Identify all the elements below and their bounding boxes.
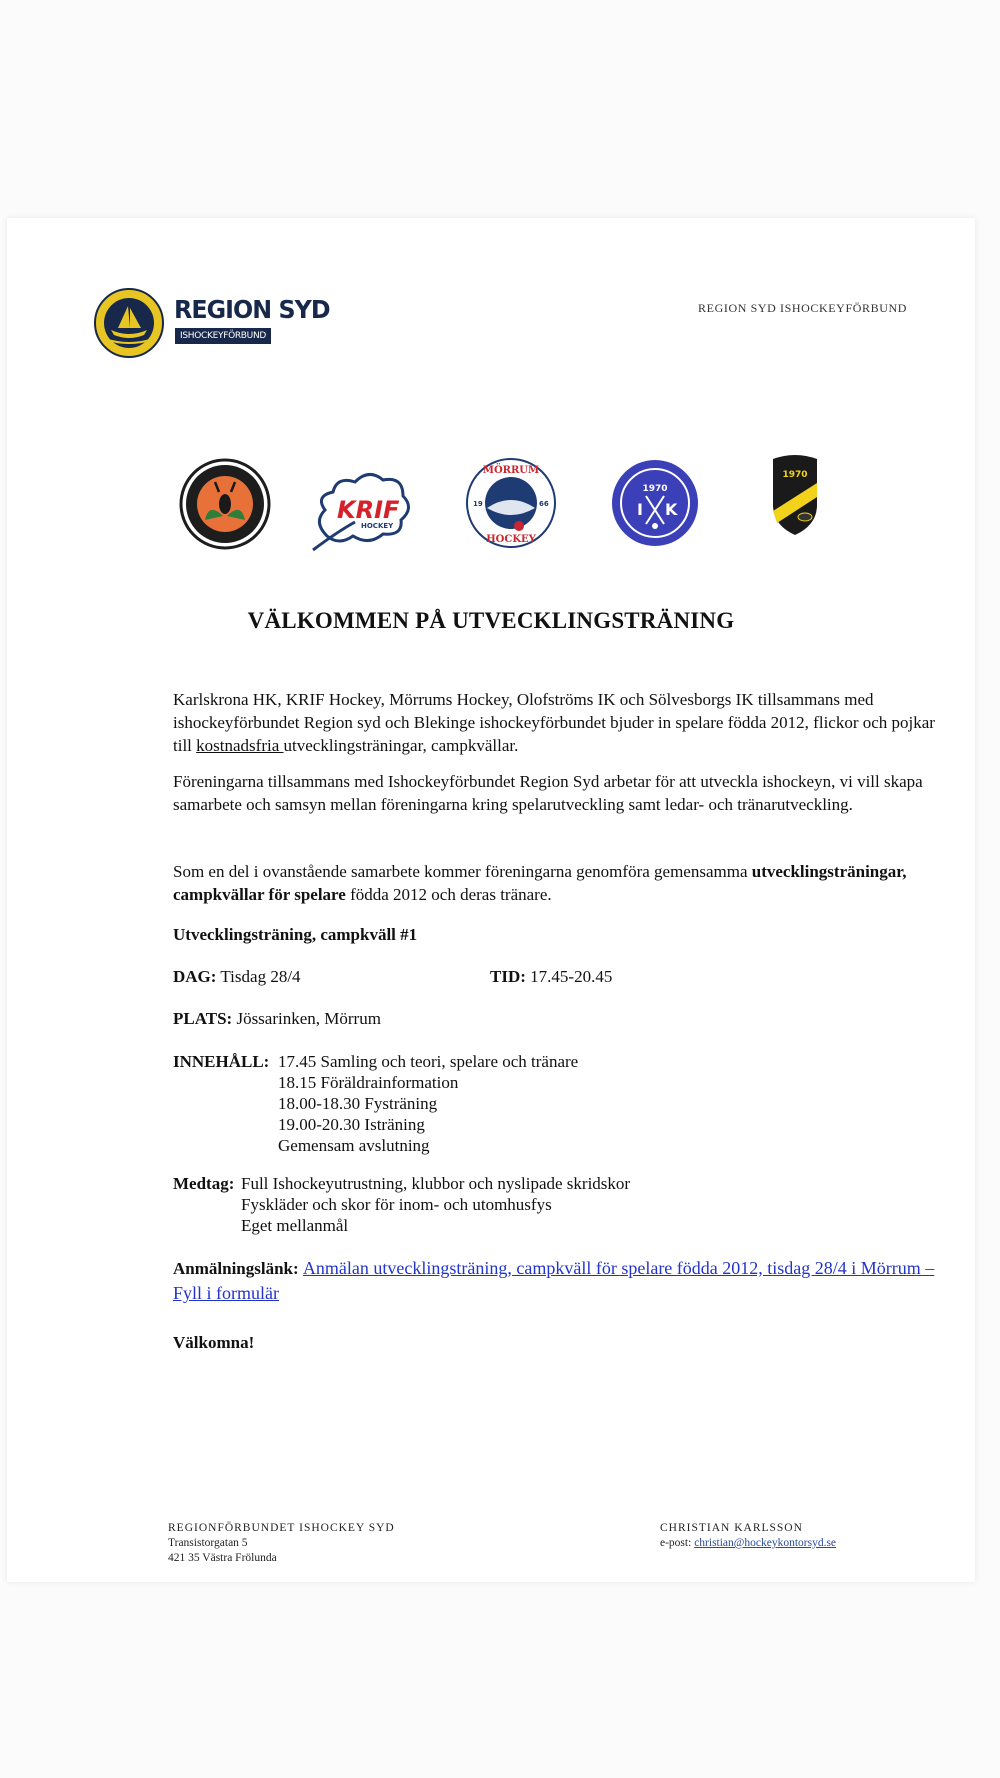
document-title: VÄLKOMMEN PÅ UTVECKLINGSTRÄNING — [247, 608, 735, 633]
time-value: 17.45-20.45 — [525, 967, 613, 986]
content-item: 18.00-18.30 Fysträning — [278, 1094, 438, 1113]
document-page — [7, 218, 975, 1582]
footer-contact — [660, 1521, 836, 1551]
region-syd-seal-icon — [94, 288, 164, 358]
svg-text:66: 66 — [539, 500, 549, 508]
event-heading: Utvecklingsträning, campkväll #1 — [173, 925, 418, 944]
contact-email-link[interactable]: christian@hockeykontorsyd.se — [694, 1537, 837, 1549]
collaboration-paragraph — [173, 860, 943, 906]
intro-paragraph — [173, 688, 943, 757]
content-item: 19.00-20.30 Isträning — [278, 1115, 425, 1134]
closing-text: Välkomna! — [173, 1333, 255, 1352]
club-logo-row — [7, 458, 975, 568]
footer-street: Transistorgatan 5 — [168, 1537, 248, 1549]
location-label: PLATS: — [173, 1009, 233, 1028]
content-list — [278, 1051, 578, 1156]
morrums-hockey-logo-icon — [465, 456, 557, 550]
collab-bold-text: utvecklingsträningar, campkvällar för spelare — [173, 862, 907, 904]
registration-section — [173, 1256, 943, 1306]
svg-text:I: I — [637, 500, 643, 519]
date-label: DAG: — [173, 967, 217, 986]
logo-subtitle: ISHOCKEYFÖRBUND — [175, 328, 271, 344]
free-of-charge-text: kostnadsfria — [196, 736, 284, 755]
bring-item: Eget mellanmål — [241, 1216, 349, 1235]
content-item: Gemensam avslutning — [278, 1136, 430, 1155]
svg-text:19: 19 — [473, 500, 483, 508]
karlskrona-hk-logo-icon — [179, 458, 271, 550]
header-org-name: REGION SYD ISHOCKEYFÖRBUND — [698, 301, 907, 315]
contact-name: CHRISTIAN KARLSSON — [660, 1522, 803, 1534]
bring-item: Fyskläder och skor för inom- och utomhusfys — [241, 1195, 552, 1214]
krif-hockey-logo-icon — [307, 466, 417, 552]
svg-text:1970: 1970 — [782, 470, 808, 480]
date-value: Tisdag 28/4 — [216, 967, 301, 986]
logo-title: REGION SYD — [174, 295, 330, 324]
collab-text: Som en del i ovanstående samarbete kommer föreningarna genomföra gemensamma — [173, 862, 752, 881]
footer-city: 421 35 Västra Frölunda — [168, 1552, 277, 1564]
collab-text-end: födda 2012 och deras tränare. — [345, 885, 552, 904]
bring-section — [173, 1173, 943, 1236]
purpose-paragraph: Föreningarna tillsammans med Ishockeyförbundet Region Syd arbetar för att utveckla ishockeyn, vi vill skapa samarbete och samsyn mellan föreningarna kring spelarutveckling samt ledar- och tränarutveckling. — [173, 772, 923, 814]
content-label: INNEHÅLL: — [173, 1052, 270, 1071]
location-value: Jössarinken, Mörrum — [232, 1009, 381, 1028]
svg-text:HOCKEY: HOCKEY — [361, 522, 394, 530]
svg-text:MÖRRUM: MÖRRUM — [482, 465, 540, 476]
svg-text:1970: 1970 — [642, 484, 668, 494]
region-syd-logo — [94, 288, 330, 368]
location-row — [173, 1007, 943, 1030]
bring-list — [241, 1173, 630, 1236]
svg-text:K: K — [665, 500, 678, 519]
content-item: 17.45 Samling och teori, spelare och tränare — [278, 1052, 579, 1071]
intro-text-end: utvecklingsträningar, campkvällar. — [283, 736, 519, 755]
bring-label: Medtag: — [173, 1174, 235, 1193]
contact-email-row — [660, 1536, 836, 1551]
time-row — [490, 965, 790, 988]
registration-label: Anmälningslänk: — [173, 1259, 299, 1278]
content-item: 18.15 Föräldrainformation — [278, 1073, 459, 1092]
footer-address — [168, 1521, 395, 1566]
solvesborgs-ik-logo-icon — [769, 453, 821, 537]
svg-text:KRIF: KRIF — [337, 496, 400, 524]
time-label: TID: — [490, 967, 526, 986]
email-label: e-post: — [660, 1537, 695, 1549]
registration-link[interactable]: Anmälan utvecklingsträning, campkväll för spelare födda 2012, tisdag 28/4 i Mörrum – Fyll i formulär — [173, 1258, 935, 1303]
svg-text:HOCKEY: HOCKEY — [486, 534, 536, 545]
bring-item: Full Ishockeyutrustning, klubbor och nyslipade skridskor — [241, 1174, 631, 1193]
intro-text: Karlskrona HK, KRIF Hockey, Mörrums Hockey, Olofströms IK och Sölvesborgs IK tillsammans med ishockeyförbundet Region syd och Blekinge ishockeyförbundet bjuder in spelare födda 2012, flickor och pojkar till — [173, 690, 935, 755]
olofstroms-ik-logo-icon — [610, 458, 700, 548]
footer-org: REGIONFÖRBUNDET ISHOCKEY SYD — [168, 1522, 395, 1534]
content-section — [173, 1051, 943, 1156]
